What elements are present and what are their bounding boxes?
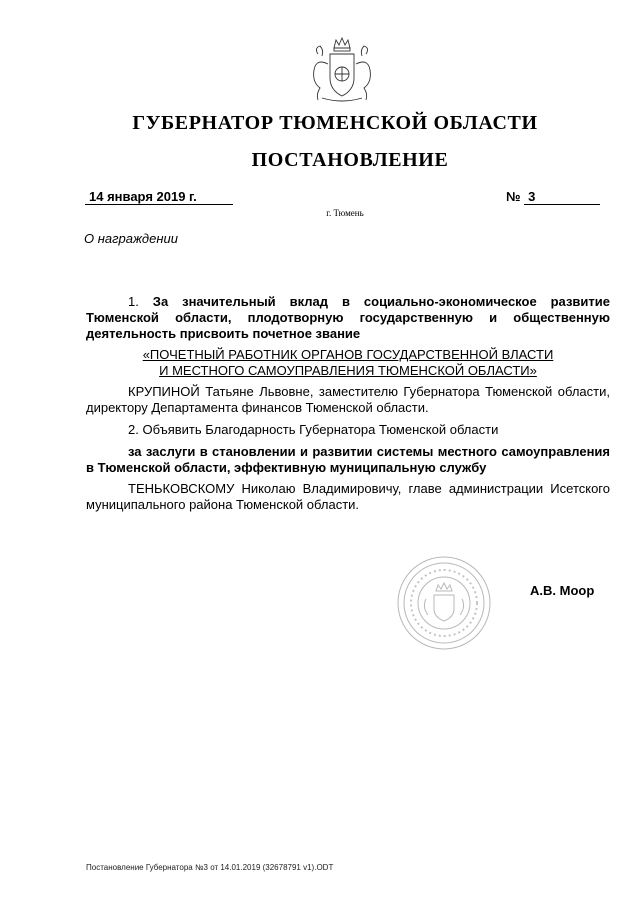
document-subject: О награждении [84,231,178,246]
organization-title: ГУБЕРНАТОР ТЮМЕНСКОЙ ОБЛАСТИ [132,112,538,134]
city-label: г. Тюмень [326,208,364,218]
item1-recipient: КРУПИНОЙ Татьяне Львовне, заместителю Губернатора Тюменской области, директору Департамента финансов Тюменской области. [86,384,610,415]
document-number: 3 [524,189,600,205]
document-body [86,294,610,513]
item1-paragraph [86,294,610,342]
document-number-block [506,189,600,205]
honorary-title-line2: И МЕСТНОГО САМОУПРАВЛЕНИЯ ТЮМЕНСКОЙ ОБЛАСТИ» [159,363,537,378]
honorary-title-line1: «ПОЧЕТНЫЙ РАБОТНИК ОРГАНОВ ГОСУДАРСТВЕННОЙ ВЛАСТИ [142,347,554,362]
document-date: 14 января 2019 г. [85,189,233,205]
number-label: № [506,189,521,204]
item1-number: 1. [128,294,139,309]
item2-recipient: ТЕНЬКОВСКОМУ Николаю Владимировичу, главе администрации Исетского муниципального района Тюменской области. [86,481,610,512]
coat-of-arms-emblem [304,34,380,104]
document-type-title: ПОСТАНОВЛЕНИЕ [251,149,449,171]
document-footer: Постановление Губернатора №3 от 14.01.2019 (32678791 v1).ODT [86,863,334,872]
official-seal-stamp [396,555,492,651]
item1-text: За значительный вклад в социально-экономическое развитие Тюменской области, плодотворную государственную и общественную деятельность присвоить почетное звание [86,294,610,341]
signatory-name: А.В. Моор [530,583,595,598]
item2-reason: за заслуги в становлении и развитии системы местного самоуправления в Тюменской области, эффективную муниципальную службу [86,444,610,475]
item2-text: 2. Объявить Благодарность Губернатора Тюменской области [128,422,499,437]
